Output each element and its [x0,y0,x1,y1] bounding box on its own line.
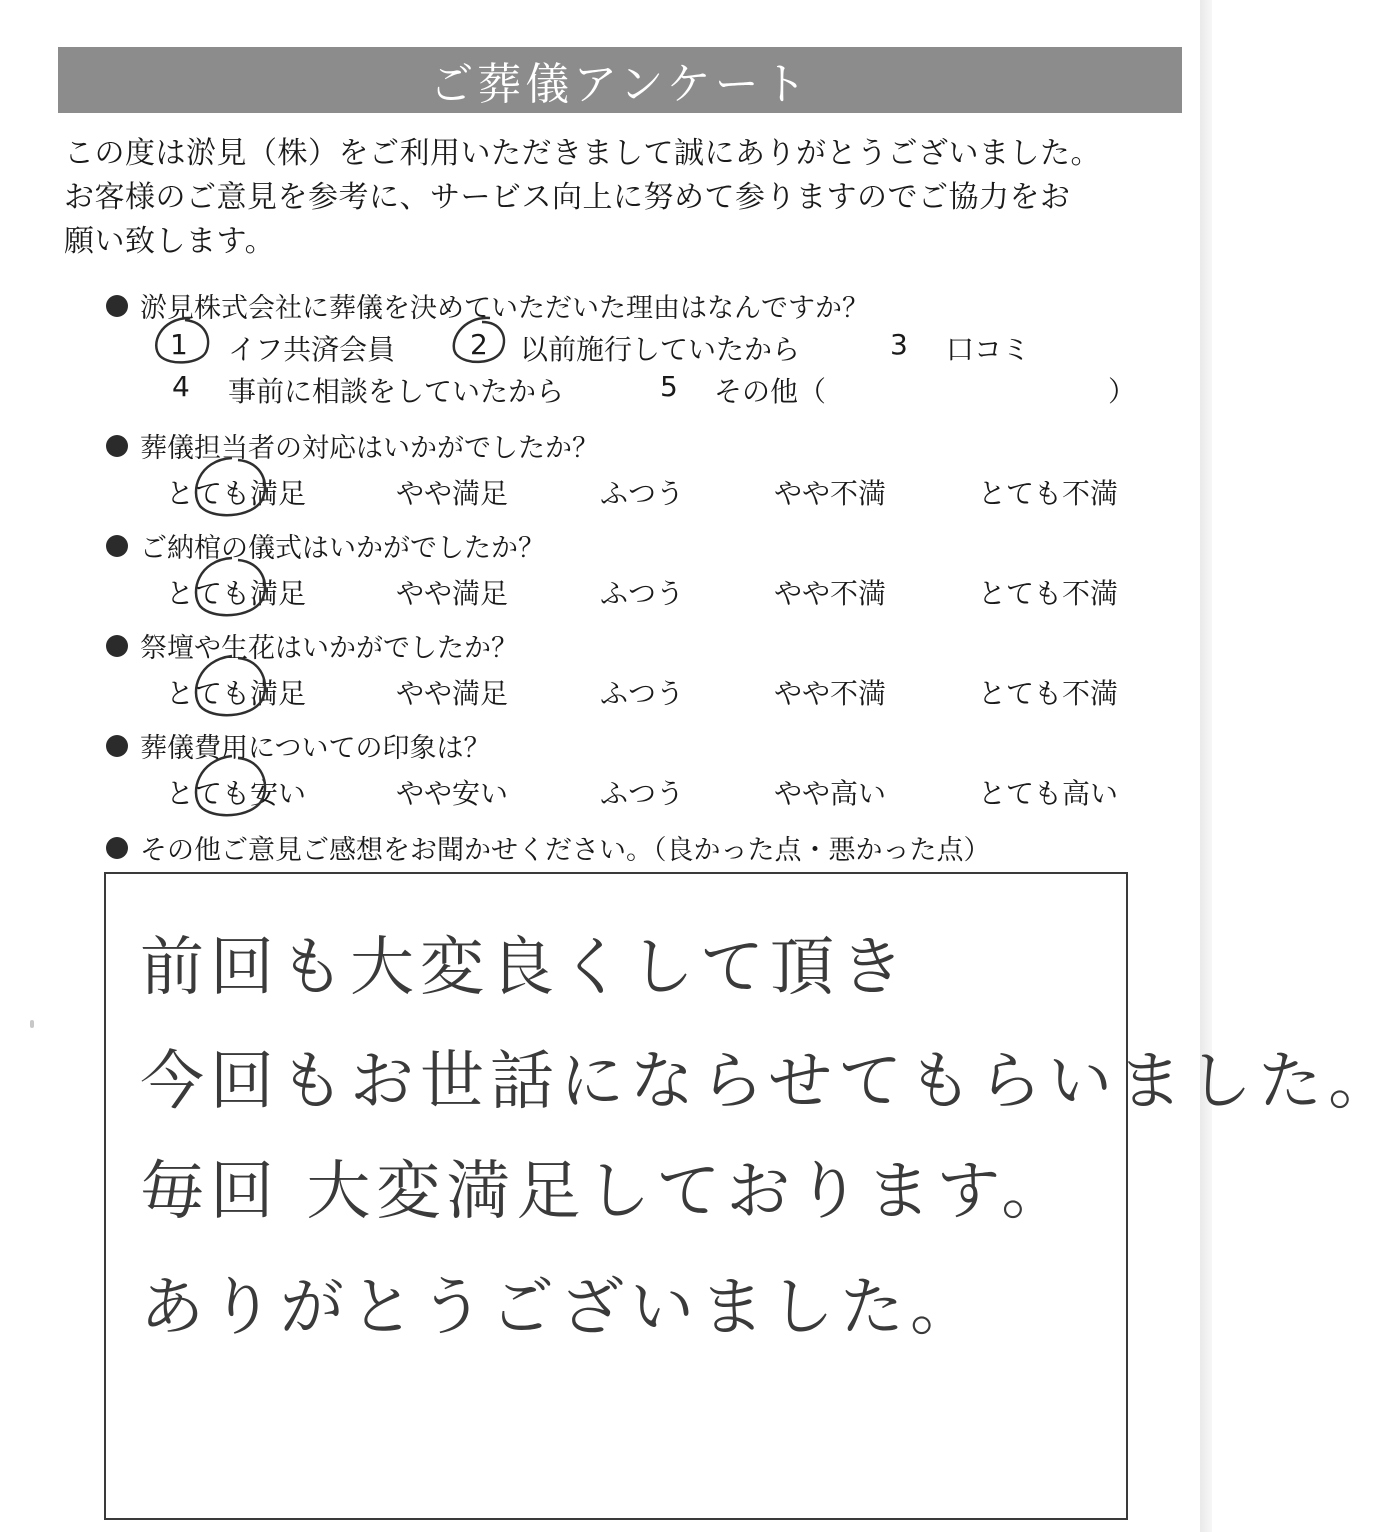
intro-line-2: お客様のご意見を参考に、サービス向上に努めて参りますのでご協力をお [64,180,1071,215]
q4-option-1[interactable]: とても満足 [166,677,307,710]
q1-option-1-label[interactable]: イフ共済会員 [228,333,396,366]
bullet-icon [106,435,128,457]
q1-option-1-num[interactable]: 1 [170,328,188,361]
q1-other-close: ） [1108,375,1137,408]
bullet-icon [106,635,128,657]
q1-option-3-num[interactable]: 3 [890,328,908,361]
question-4-text: 祭壇や生花はいかがでしたか？ [140,633,518,664]
question-6 [106,828,991,867]
bullet-icon [106,535,128,557]
q3-option-1[interactable]: とても満足 [166,577,307,610]
q4-option-4[interactable]: やや不満 [774,677,887,710]
q1-option-4-label[interactable]: 事前に相談をしていたから [228,375,565,408]
question-4 [106,626,518,665]
q3-option-5[interactable]: とても不満 [978,577,1119,610]
q1-option-5-label[interactable]: その他（ [714,375,827,408]
bullet-icon [106,837,128,859]
q1-option-2-label[interactable]: 以前施行していたから [520,333,801,366]
comment-line-2: 今回もお世話にならせてもらいました。 [140,1045,1398,1119]
q5-option-2[interactable]: やや安い [396,777,509,810]
q2-option-2[interactable]: やや満足 [396,477,509,510]
q5-option-3[interactable]: ふつう [600,777,685,810]
q5-option-1[interactable]: とても安い [166,777,307,810]
q4-option-5[interactable]: とても不満 [978,677,1119,710]
page-title: ご葬儀アンケート [429,59,811,110]
q1-option-4-num[interactable]: 4 [172,370,190,403]
comment-line-3: 毎回 大変満足しております。 [140,1155,1072,1229]
q1-option-2-num[interactable]: 2 [470,328,488,361]
intro-line-1: この度は淤見（株）をご利用いただきまして誠にありがとうございました。 [64,136,1101,171]
question-5-text: 葬儀費用についての印象は？ [140,733,491,764]
q2-option-3[interactable]: ふつう [600,477,685,510]
scan-speck [30,1020,34,1028]
q4-option-2[interactable]: やや満足 [396,677,509,710]
q3-option-2[interactable]: やや満足 [396,577,509,610]
q2-option-1[interactable]: とても満足 [166,477,307,510]
scan-edge [1200,0,1212,1532]
q3-option-3[interactable]: ふつう [600,577,685,610]
question-3-text: ご納棺の儀式はいかがでしたか？ [140,533,545,564]
question-1-text: 淤見株式会社に葬儀を決めていただいた理由はなんですか？ [140,293,869,324]
comment-line-1: 前回も大変良くして頂き [140,931,910,1005]
q2-option-4[interactable]: やや不満 [774,477,887,510]
question-3 [106,526,545,565]
q2-option-5[interactable]: とても不満 [978,477,1119,510]
q1-option-3-label[interactable]: 口コミ [946,333,1031,366]
title-banner [58,47,1182,113]
question-2-text: 葬儀担当者の対応はいかがでしたか？ [140,433,599,464]
question-6-text: その他ご意見ご感想をお聞かせください。（良かった点・悪かった点） [140,835,991,866]
question-2 [106,426,599,465]
question-1 [106,286,869,325]
q3-option-4[interactable]: やや不満 [774,577,887,610]
q5-option-4[interactable]: やや高い [774,777,887,810]
comment-line-4: ありがとうございました。 [140,1271,980,1345]
question-5 [106,726,490,765]
q1-option-5-num[interactable]: 5 [660,370,678,403]
intro-line-3: 願い致します。 [64,224,276,259]
q4-option-3[interactable]: ふつう [600,677,685,710]
intro-text [64,132,1184,264]
bullet-icon [106,735,128,757]
q5-option-5[interactable]: とても高い [978,777,1119,810]
bullet-icon [106,295,128,317]
